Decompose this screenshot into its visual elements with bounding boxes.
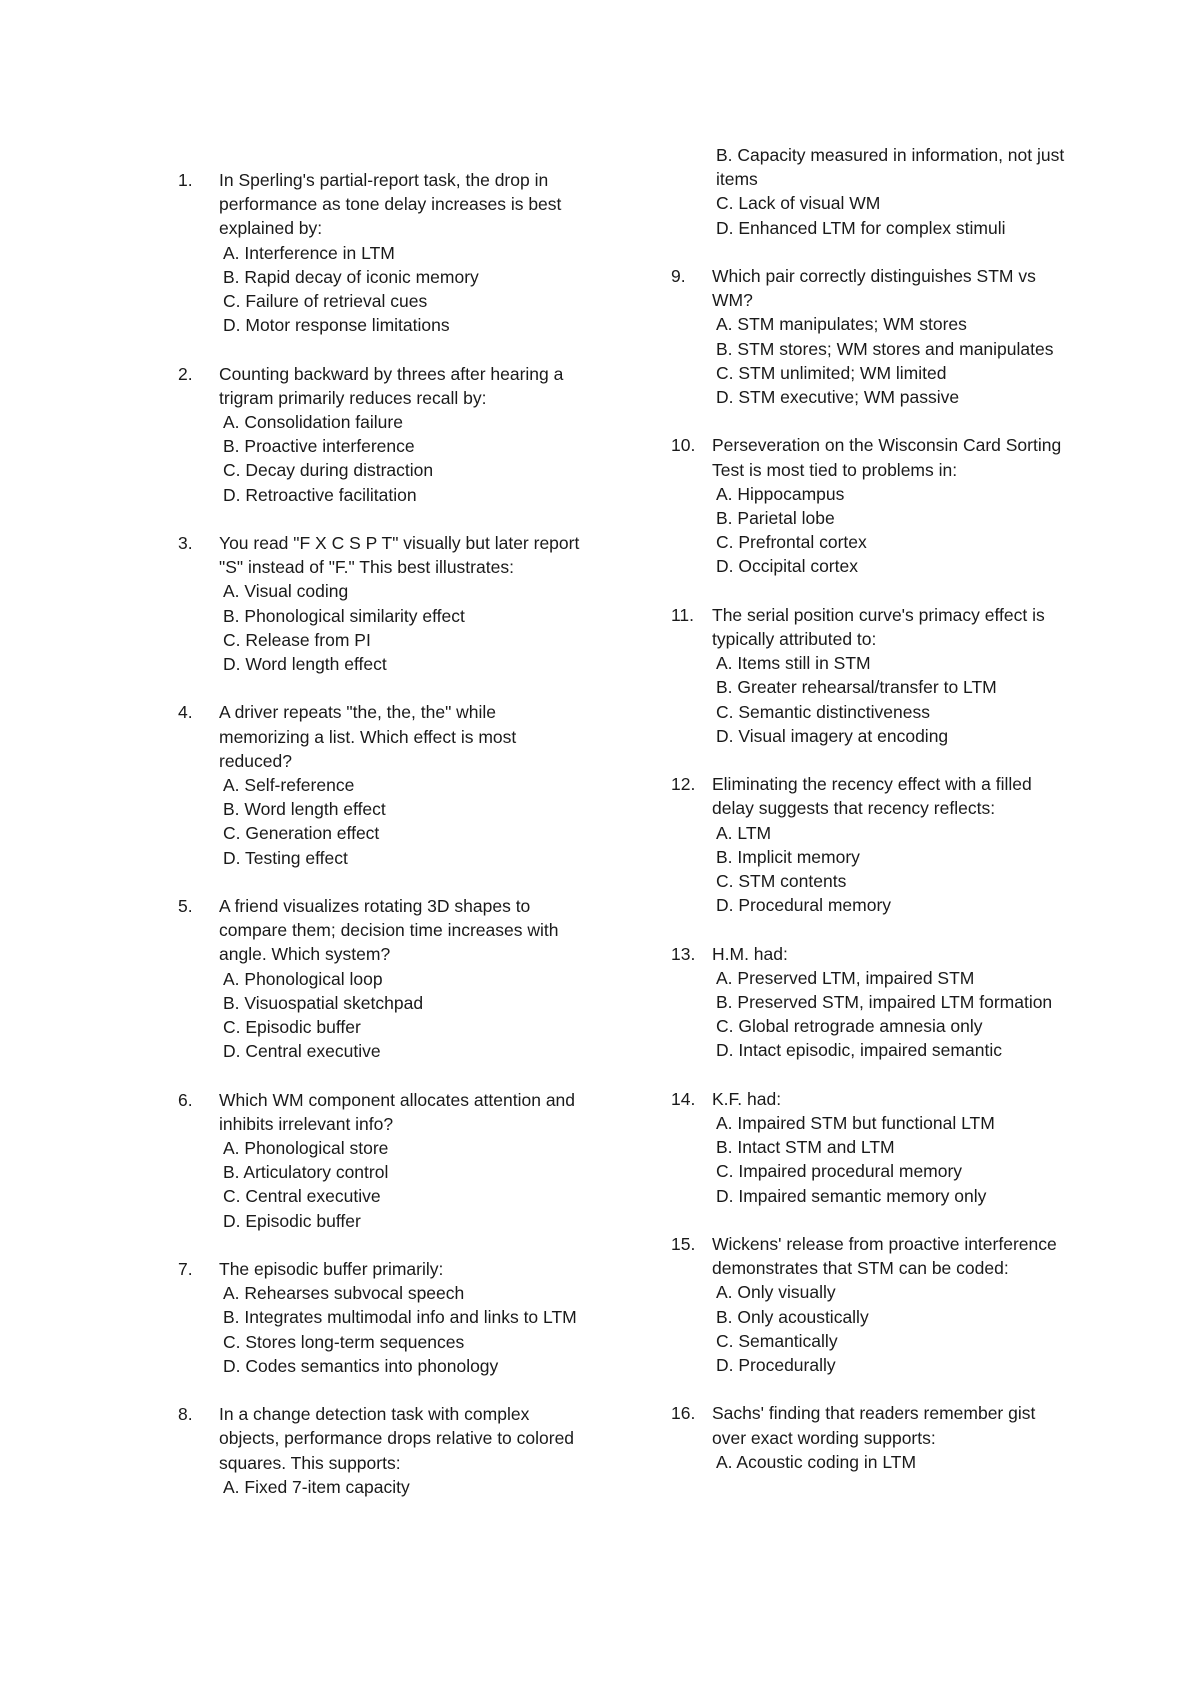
answer-option: C. Decay during distraction xyxy=(223,460,434,481)
question-item xyxy=(178,1402,583,1499)
question-number: 5. xyxy=(178,896,193,917)
question-text: Which pair correctly distinguishes STM vs WM? xyxy=(712,266,1036,311)
question-number: 8. xyxy=(178,1404,193,1425)
answer-option: A. Fixed 7-item capacity xyxy=(223,1476,410,1497)
answer-option: B. Articulatory control xyxy=(223,1162,389,1183)
question-text: Wickens' release from proactive interference demonstrates that STM can be coded: xyxy=(712,1234,1057,1279)
answer-option: B. Intact STM and LTM xyxy=(716,1137,895,1158)
question-number: 14. xyxy=(671,1088,696,1109)
answer-option: A. Consolidation failure xyxy=(223,412,403,433)
answer-option: D. Procedural memory xyxy=(716,895,892,916)
answer-option: A. Self-reference xyxy=(223,775,355,796)
answer-option: A. Items still in STM xyxy=(716,653,871,674)
answer-option: C. Generation effect xyxy=(223,823,380,844)
question-item xyxy=(178,894,583,1063)
question-item xyxy=(178,168,583,337)
question-text: A friend visualizes rotating 3D shapes to compare them; decision time increases with angle. Which system? xyxy=(219,896,559,965)
question-item xyxy=(671,772,1071,917)
answer-option: C. Prefrontal cortex xyxy=(716,532,867,553)
question-number: 11. xyxy=(671,604,695,625)
question-number: 2. xyxy=(178,363,193,384)
question-text: Eliminating the recency effect with a filled delay suggests that recency reflects: xyxy=(712,774,1032,819)
answer-option: B. Greater rehearsal/transfer to LTM xyxy=(716,677,997,698)
answer-option: D. Codes semantics into phonology xyxy=(223,1355,499,1376)
question-number: 6. xyxy=(178,1089,193,1110)
answer-option: C. Failure of retrieval cues xyxy=(223,291,428,312)
question-item xyxy=(671,603,1071,748)
question-text: Which WM component allocates attention and inhibits irrelevant info? xyxy=(219,1089,576,1134)
question-item xyxy=(178,362,583,507)
answer-option: D. STM executive; WM passive xyxy=(716,387,960,408)
answer-option: A. Phonological store xyxy=(223,1138,389,1159)
answer-option: C. Semantically xyxy=(716,1330,838,1351)
question-text: You read "F X C S P T" visually but later report "S" instead of "F." This best illustrates: xyxy=(219,533,580,578)
question-text: K.F. had: xyxy=(712,1088,782,1109)
answer-option: B. Capacity measured in information, not just items xyxy=(716,145,1065,190)
left-column xyxy=(178,168,583,1523)
answer-option: A. Preserved LTM, impaired STM xyxy=(716,967,975,988)
answer-option: D. Retroactive facilitation xyxy=(223,484,417,505)
answer-option: D. Episodic buffer xyxy=(223,1210,361,1231)
answer-option: D. Testing effect xyxy=(223,847,348,868)
answer-option: D. Enhanced LTM for complex stimuli xyxy=(716,217,1006,238)
answer-option: B. Preserved STM, impaired LTM formation xyxy=(716,992,1053,1013)
answer-option: C. Global retrograde amnesia only xyxy=(716,1016,983,1037)
question-item xyxy=(671,264,1071,409)
question-text: The episodic buffer primarily: xyxy=(219,1259,444,1280)
question-item xyxy=(178,700,583,869)
answer-option: B. Only acoustically xyxy=(716,1306,869,1327)
answer-option: C. STM unlimited; WM limited xyxy=(716,362,947,383)
answer-option: A. Rehearses subvocal speech xyxy=(223,1283,465,1304)
question-text: Perseveration on the Wisconsin Card Sorting Test is most tied to problems in: xyxy=(712,435,1062,480)
answer-option: A. Acoustic coding in LTM xyxy=(716,1451,917,1472)
question-item xyxy=(178,531,583,676)
answer-option: A. Interference in LTM xyxy=(223,242,395,263)
question-number: 15. xyxy=(671,1234,696,1255)
answer-option: D. Central executive xyxy=(223,1041,381,1062)
answer-option: C. STM contents xyxy=(716,871,847,892)
question-number: 1. xyxy=(178,170,193,190)
question-text: The serial position curve's primacy effect is typically attributed to: xyxy=(712,604,1045,650)
question-number: 13. xyxy=(671,943,696,964)
answer-option: B. STM stores; WM stores and manipulates xyxy=(716,338,1054,359)
answer-option: B. Rapid decay of iconic memory xyxy=(223,266,479,287)
answer-option: A. Impaired STM but functional LTM xyxy=(716,1113,995,1134)
question-number: 4. xyxy=(178,702,193,723)
question-item xyxy=(671,942,1071,1063)
question-8-continued-options xyxy=(671,143,1071,240)
answer-option: A. Phonological loop xyxy=(223,968,383,989)
question-text: In a change detection task with complex objects, performance drops relative to colored squares. This supports: xyxy=(219,1404,575,1473)
answer-option: D. Intact episodic, impaired semantic xyxy=(716,1040,1002,1061)
answer-option: C. Episodic buffer xyxy=(223,1017,361,1038)
answer-option: B. Visuospatial sketchpad xyxy=(223,992,424,1013)
answer-option: B. Word length effect xyxy=(223,799,386,820)
answer-option: C. Impaired procedural memory xyxy=(716,1161,963,1182)
question-text: Counting backward by threes after hearing a trigram primarily reduces recall by: xyxy=(219,363,564,408)
question-text: A driver repeats "the, the, the" while memorizing a list. Which effect is most reduced? xyxy=(219,702,517,771)
answer-option: B. Proactive interference xyxy=(223,436,415,457)
answer-option: A. Only visually xyxy=(716,1282,836,1303)
answer-option: D. Visual imagery at encoding xyxy=(716,725,949,746)
question-text: In Sperling's partial-report task, the drop in performance as tone delay increases is best explained by: xyxy=(219,170,562,239)
answer-option: A. Hippocampus xyxy=(716,483,845,504)
answer-option: B. Phonological similarity effect xyxy=(223,605,465,626)
answer-option: A. Visual coding xyxy=(223,581,349,602)
question-item xyxy=(178,1257,583,1378)
answer-option: A. LTM xyxy=(716,822,772,843)
answer-option: C. Stores long-term sequences xyxy=(223,1331,465,1352)
question-number: 12. xyxy=(671,774,696,795)
answer-option: C. Central executive xyxy=(223,1186,381,1207)
answer-option: B. Integrates multimodal info and links to LTM xyxy=(223,1307,577,1328)
question-text: Sachs' finding that readers remember gist over exact wording supports: xyxy=(712,1403,1036,1448)
answer-option: D. Impaired semantic memory only xyxy=(716,1185,987,1206)
question-item xyxy=(178,1088,583,1233)
answer-option: C. Semantic distinctiveness xyxy=(716,701,930,722)
question-item xyxy=(671,1087,1071,1208)
question-number: 7. xyxy=(178,1259,193,1280)
question-number: 10. xyxy=(671,435,696,456)
right-column xyxy=(671,143,1071,1498)
answer-option: D. Motor response limitations xyxy=(223,315,450,336)
answer-option: D. Word length effect xyxy=(223,654,387,675)
question-item xyxy=(671,1232,1071,1377)
answer-option: B. Parietal lobe xyxy=(716,508,835,529)
answer-option: D. Procedurally xyxy=(716,1355,836,1376)
answer-option: D. Occipital cortex xyxy=(716,556,858,577)
question-item xyxy=(671,1401,1071,1474)
question-item xyxy=(671,433,1071,578)
question-number: 3. xyxy=(178,533,193,554)
question-number: 9. xyxy=(671,266,686,286)
answer-option: C. Release from PI xyxy=(223,629,371,650)
answer-option: A. STM manipulates; WM stores xyxy=(716,314,967,335)
question-text: H.M. had: xyxy=(712,943,788,964)
answer-option: B. Implicit memory xyxy=(716,846,860,867)
answer-option: C. Lack of visual WM xyxy=(716,193,881,214)
question-number: 16. xyxy=(671,1403,696,1424)
